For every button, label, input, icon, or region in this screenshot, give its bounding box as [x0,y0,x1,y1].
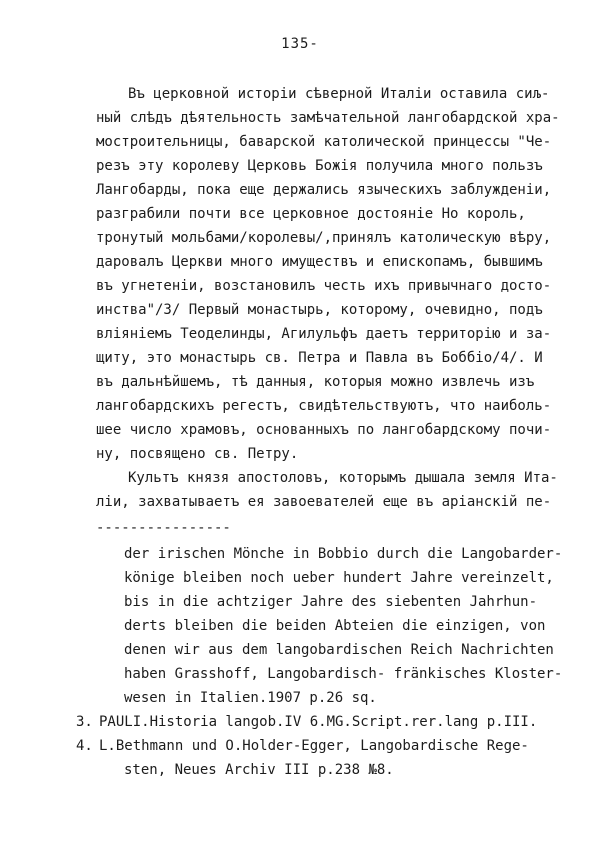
page-number: 135- [281,36,319,52]
footnote-number: 4. [76,738,93,754]
text-line: шее число храмовъ, основанныхъ по лангобардскому почи- [96,422,552,438]
footnote-line: denen wir aus dem langobardischen Reich Nachrichten [124,642,554,658]
text-line: въ угнетеніи, возстановилъ честь ихъ привычнаго досто- [96,278,552,294]
text-line: Культъ князя апостоловъ, которымъ дышала земля Ита- [128,470,558,486]
text-line: ну, посвящено св. Петру. [96,446,299,462]
footnote-number: 3. [76,714,93,730]
text-line: тронутый мольбами/королевы/,принялъ католическую вѣру, [96,230,552,246]
footnote-line: derts bleiben die beiden Abteien die einzigen, von [124,618,546,634]
text-line: лангобардскихъ регестъ, свидѣтельствуютъ, что наиболь- [96,398,552,414]
text-line: инства"/3/ Первый монастырь, которому, очевидно, подъ [96,302,543,318]
text-line: Въ церковной исторіи сѣверной Италіи оставила сиљ- [128,86,550,102]
text-line: ліи, захватываетъ ея завоевателей еще въ аріанскій пе- [96,494,552,510]
footnote-text: PAULI.Historia langob.IV 6.MG.Script.rer.lang p.III. [99,714,538,730]
footnote-line: der irischen Mönche in Bobbio durch die Langobarder- [124,546,563,562]
text-line: разграбили почти все церковное достояніе Но король, [96,206,526,222]
text-line: ный слѣдъ дѣятельность замѣчательной лангобардской хра- [96,110,560,126]
footnote-separator: ---------------- [96,520,231,536]
text-line: Лангобарды, пока еще держались языческихъ заблужденіи, [96,182,552,198]
text-line: мостроительницы, баварской католической принцессы "Че- [96,134,552,150]
footnote-line: haben Grasshoff, Langobardisch- fränkisches Kloster- [124,666,563,682]
footnote-line: bis in die achtziger Jahre des siebenten Jahrhun- [124,594,538,610]
footnote-line: könige bleiben noch ueber hundert Jahre vereinzelt, [124,570,554,586]
text-line: вліяніемъ Теоделинды, Агилульфъ даетъ территорію и за- [96,326,552,342]
text-line: въ дальнѣйшемъ, тѣ данныя, которыя можно извлечь изъ [96,374,535,390]
footnote-text: L.Bethmann und O.Holder-Egger, Langobardische Rege- [99,738,529,754]
text-line: резъ эту королеву Церковь Божія получила много пользъ [96,158,543,174]
text-line: щиту, это монастырь св. Петра и Павла въ Боббіо/4/. И [96,350,543,366]
footnote-text-continuation: sten, Neues Archiv III p.238 №8. [124,762,394,778]
footnote-line: wesen in Italien.1907 p.26 sq. [124,690,377,706]
text-line: даровалъ Церкви много имуществъ и епископамъ, бывшимъ [96,254,543,270]
